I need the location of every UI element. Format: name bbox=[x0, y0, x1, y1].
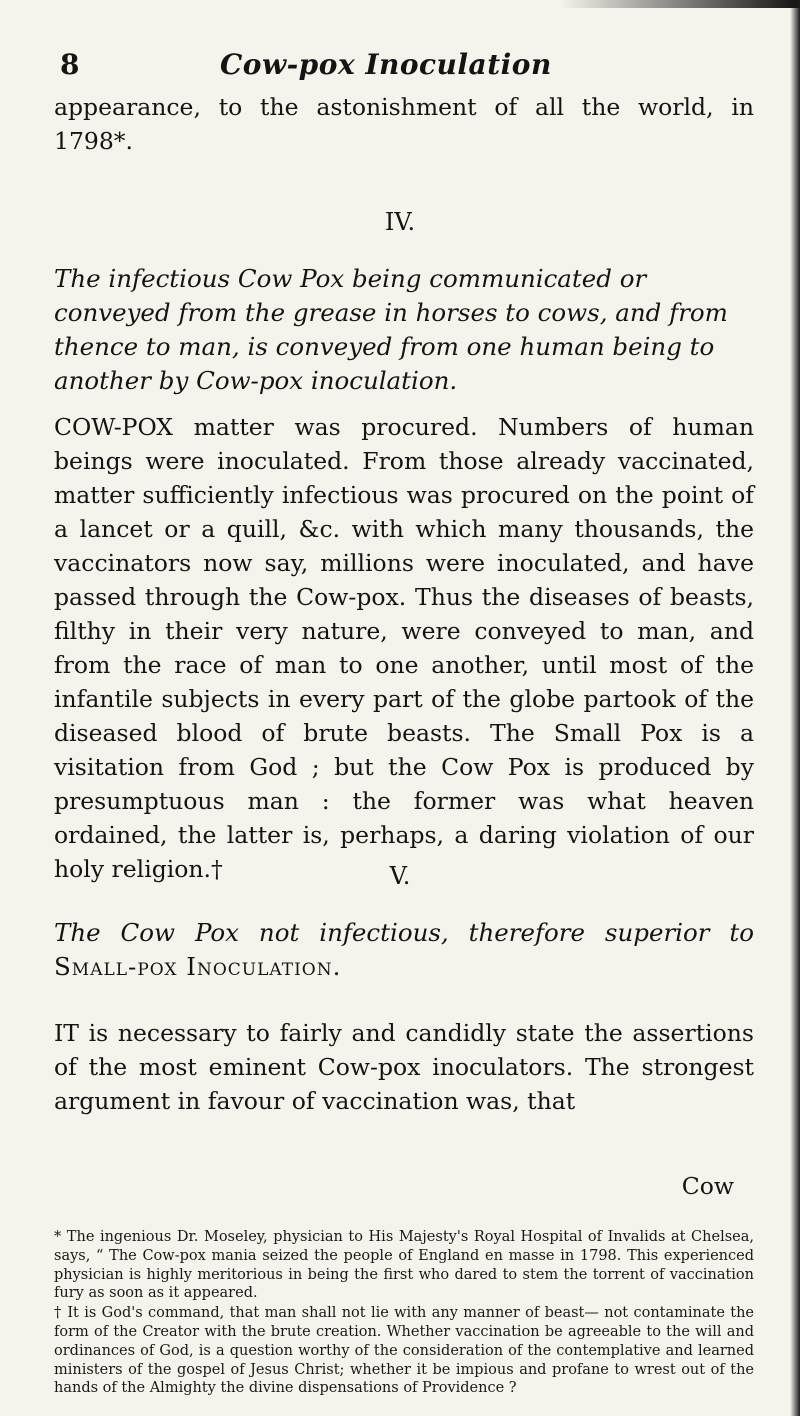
section-heading-5 bbox=[54, 916, 754, 984]
running-head bbox=[60, 48, 750, 88]
opening-paragraph: appearance, to the astonishment of all the world, in 1798*. bbox=[54, 93, 754, 155]
section-number-5: V. bbox=[389, 862, 411, 890]
footnote-dagger: † It is God's command, that man shall not lie with any manner of beast— not contaminate the form of the Creator with the brute creation. Whether vaccination be agreeable to the will and ordinances of God, is a question worthy of the consideration of the contemplative and learned ministers of the gospel of Jesus Christ; whether it be impious and profane to wrest out of the hands of the Almighty the divine dispensations of Providence ? bbox=[54, 1305, 754, 1397]
section-heading-4: The infectious Cow Pox being communicated or conveyed from the grease in horses to cows, and from thence to man, is conveyed from one human being to another by Cow-pox inoculation. bbox=[54, 264, 728, 395]
page-number: 8 bbox=[60, 48, 80, 81]
footnotes bbox=[54, 1228, 754, 1399]
running-title: Cow-pox Inoculation bbox=[220, 48, 552, 81]
section-body-4: COW-POX matter was procured. Numbers of human beings were inoculated. From those already vaccinated, matter sufficiently infectious was procured on the point of a lancet or a quill, &c. with which many thousands, the vaccinators now say, millions were inoculated, and have passed through the Cow-pox. Thus the diseases of beasts, filthy in their very nature, were conveyed to man, and from the race of man to one another, until most of the infantile subjects in every part of the globe partook of the diseased blood of brute beasts. The Small Pox is a visitation from God ; but the Cow Pox is produced by presumptuous man : the former was what heaven ordained, the latter is, perhaps, a daring violation of our holy religion.† bbox=[54, 413, 754, 883]
catchword: Cow bbox=[681, 1172, 734, 1200]
section-body-5: IT is necessary to fairly and candidly state the assertions of the most eminent Cow-pox inoculators. The strongest argument in favour of vaccination was, that bbox=[54, 1019, 754, 1115]
section-number-4: IV. bbox=[384, 208, 416, 236]
scan-top-edge bbox=[0, 0, 800, 8]
section-heading-5-italic: The Cow Pox not infectious, therefore superior to bbox=[54, 918, 754, 947]
footnote-asterisk: * The ingenious Dr. Moseley, physician to His Majesty's Royal Hospital of Invalids at Chelsea, says, “ The Cow-pox mania seized the people of England en masse in 1798. This experienced physician is highly meritorious in being the first who dared to stem the torrent of vaccination fury as soon as it appeared. bbox=[54, 1229, 754, 1302]
section-heading-5-smallcaps: Small-pox Inoculation. bbox=[54, 952, 342, 981]
